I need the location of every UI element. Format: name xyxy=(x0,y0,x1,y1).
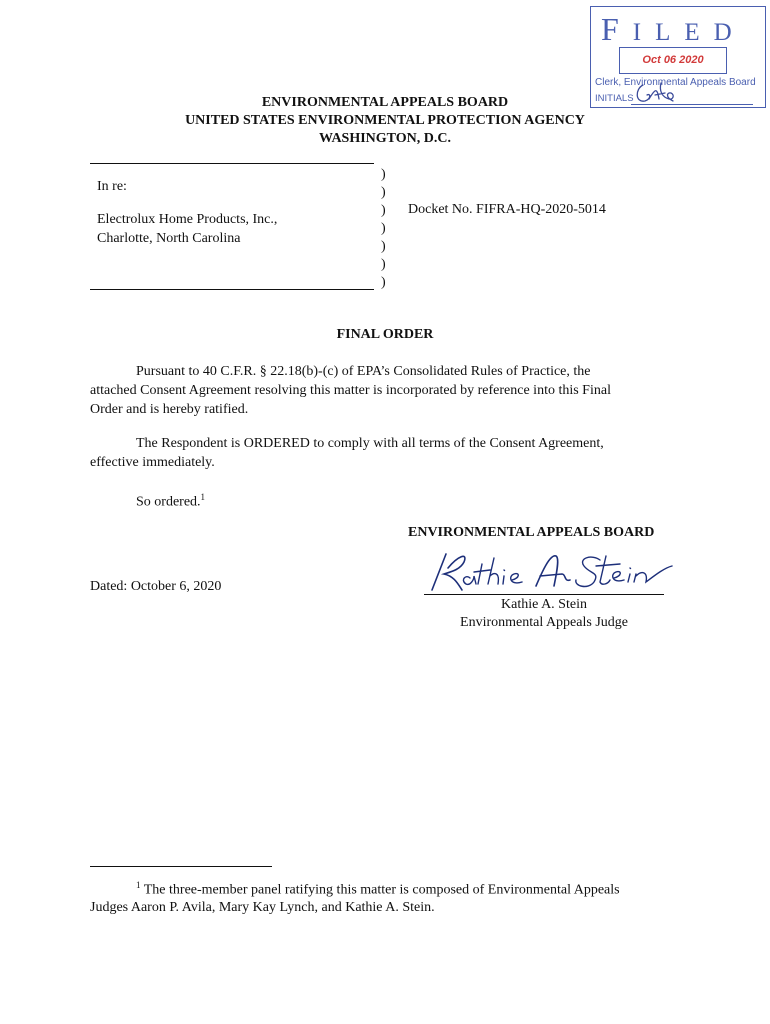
caption-in-re: In re: xyxy=(97,179,127,194)
footnote-mark: 1 xyxy=(136,880,141,890)
caption-party-location: Charlotte, North Carolina xyxy=(97,231,241,246)
caption-bottom-rule xyxy=(90,289,374,290)
caption-party-name: Electrolux Home Products, Inc., xyxy=(97,212,278,227)
footnote-line-2: Judges Aaron P. Avila, Mary Kay Lynch, and Kathie A. Stein. xyxy=(90,900,435,915)
order-paragraph-1-line-2: attached Consent Agreement resolving this matter is incorporated by reference into this Final xyxy=(90,383,611,398)
order-paragraph-1-line-1: Pursuant to 40 C.F.R. § 22.18(b)-(c) of EPA’s Consolidated Rules of Practice, the xyxy=(136,364,591,379)
signer-title: Environmental Appeals Judge xyxy=(460,615,628,630)
caption-paren: ) xyxy=(381,275,386,290)
header-board: ENVIRONMENTAL APPEALS BOARD xyxy=(261,95,509,110)
header-agency: UNITED STATES ENVIRONMENTAL PROTECTION AGENCY xyxy=(185,113,585,128)
footnote-text-1: The three-member panel ratifying this matter is composed of Environmental Appeals xyxy=(143,882,620,898)
order-paragraph-2-line-1: The Respondent is ORDERED to comply with all terms of the Consent Agreement, xyxy=(136,436,604,451)
stamp-date: Oct 06 2020 xyxy=(619,47,727,74)
order-paragraph-2-line-2: effective immediately. xyxy=(90,455,215,470)
dated-line: Dated: October 6, 2020 xyxy=(90,579,222,594)
order-title: FINAL ORDER xyxy=(336,327,434,342)
stamp-clerk-label: Clerk, Environmental Appeals Board xyxy=(595,77,756,88)
stamp-filed-label: FILED xyxy=(601,11,746,47)
footnote-reference: 1 xyxy=(200,492,206,502)
so-ordered xyxy=(136,488,205,512)
docket-number: Docket No. FIFRA-HQ-2020-5014 xyxy=(408,202,606,217)
so-ordered-text: So ordered. xyxy=(136,494,201,510)
caption-paren: ) xyxy=(381,221,386,236)
header-location: WASHINGTON, D.C. xyxy=(319,131,451,146)
signature-board: ENVIRONMENTAL APPEALS BOARD xyxy=(408,525,655,540)
caption-paren: ) xyxy=(381,167,386,182)
caption-paren: ) xyxy=(381,203,386,218)
caption-paren: ) xyxy=(381,257,386,272)
caption-top-rule xyxy=(90,163,374,164)
footnote-line-1 xyxy=(136,876,620,900)
order-paragraph-1-line-3: Order and is hereby ratified. xyxy=(90,402,249,417)
caption-paren: ) xyxy=(381,239,386,254)
caption-paren: ) xyxy=(381,185,386,200)
filed-stamp xyxy=(590,6,766,108)
footnote-rule xyxy=(90,866,272,867)
judge-signature-icon xyxy=(424,546,674,596)
stamp-initials-label: INITIALS xyxy=(595,93,634,104)
signer-name: Kathie A. Stein xyxy=(501,597,587,612)
